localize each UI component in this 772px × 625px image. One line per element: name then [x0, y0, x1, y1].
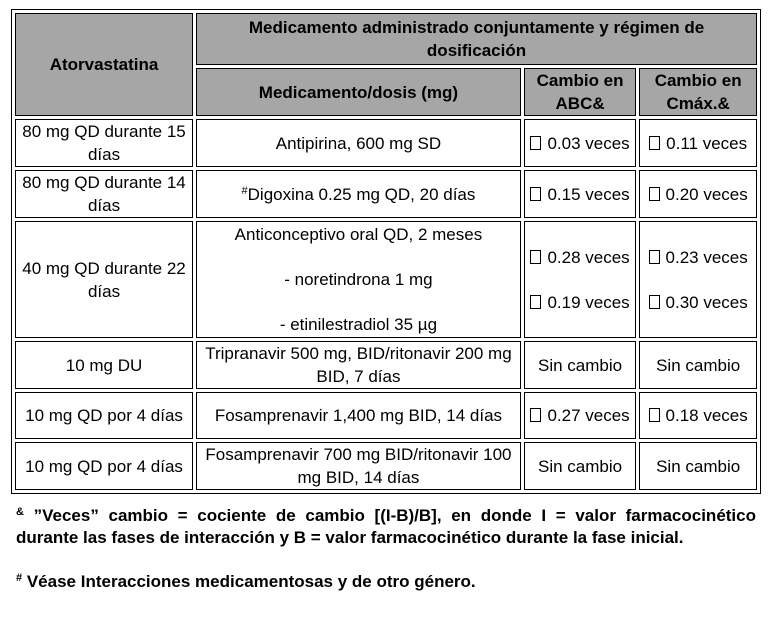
cell-coadministered-drug: Fosamprenavir 1,400 mg BID, 14 días	[196, 392, 521, 439]
box-symbol-icon	[530, 187, 541, 201]
box-symbol-icon	[530, 136, 541, 150]
box-symbol-icon	[649, 408, 660, 422]
header-change-abc: Cambio en ABC&	[524, 68, 636, 116]
footnotes	[16, 505, 756, 593]
table-row	[15, 442, 757, 490]
table-row	[15, 392, 757, 439]
cell-atorvastatin-dose: 80 mg QD durante 15 días	[15, 119, 193, 167]
table-row	[15, 221, 757, 338]
cell-abc-change: Sin cambio	[524, 341, 636, 389]
footnote-interactions: # Véase Interacciones medicamentosas y de otro género.	[16, 572, 476, 591]
box-symbol-icon	[530, 408, 541, 422]
cell-atorvastatin-dose: 80 mg QD durante 14 días	[15, 170, 193, 218]
box-symbol-icon	[649, 187, 660, 201]
table-row	[15, 119, 757, 167]
header-atorvastatina: Atorvastatina	[15, 13, 193, 116]
cell-coadministered-drug: Antipirina, 600 mg SD	[196, 119, 521, 167]
cell-cmax-change: 0.11 veces	[639, 119, 757, 167]
cell-atorvastatin-dose: 10 mg QD por 4 días	[15, 392, 193, 439]
cell-abc-change: 0.28 veces 0.19 veces	[524, 221, 636, 338]
cell-coadministered-drug: Fosamprenavir 700 mg BID/ritonavir 100 mg BID, 14 días	[196, 442, 521, 490]
cell-cmax-change: 0.20 veces	[639, 170, 757, 218]
interaction-table	[11, 9, 761, 494]
cell-cmax-change: 0.18 veces	[639, 392, 757, 439]
cell-abc-change: 0.27 veces	[524, 392, 636, 439]
cell-coadministered-drug: #Digoxina 0.25 mg QD, 20 días	[196, 170, 521, 218]
footnote-marker: #	[241, 184, 248, 197]
table-row	[15, 170, 757, 218]
cell-abc-change: 0.03 veces	[524, 119, 636, 167]
footnote-fold-change: & ”Veces” cambio = cociente de cambio [(I-B)/B], en donde I = valor farmacocinético durante las fases de interacción y B = valor farmacocinético durante la fase inicial.	[16, 506, 756, 547]
header-drug-dose: Medicamento/dosis (mg)	[196, 68, 521, 116]
box-symbol-icon	[649, 250, 660, 264]
box-symbol-icon	[649, 136, 660, 150]
cell-cmax-change: Sin cambio	[639, 442, 757, 490]
header-change-cmax: Cambio en Cmáx.&	[639, 68, 757, 116]
cell-coadministered-drug: Anticonceptivo oral QD, 2 meses - noretindrona 1 mg - etinilestradiol 35 µg	[196, 221, 521, 338]
cell-coadministered-drug: Tripranavir 500 mg, BID/ritonavir 200 mg BID, 7 días	[196, 341, 521, 389]
cell-atorvastatin-dose: 10 mg DU	[15, 341, 193, 389]
cell-cmax-change: Sin cambio	[639, 341, 757, 389]
cell-abc-change: 0.15 veces	[524, 170, 636, 218]
cell-atorvastatin-dose: 10 mg QD por 4 días	[15, 442, 193, 490]
box-symbol-icon	[649, 295, 660, 309]
cell-abc-change: Sin cambio	[524, 442, 636, 490]
box-symbol-icon	[530, 250, 541, 264]
cell-cmax-change: 0.23 veces 0.30 veces	[639, 221, 757, 338]
table-row	[15, 341, 757, 389]
box-symbol-icon	[530, 295, 541, 309]
header-coadministered-group: Medicamento administrado conjuntamente y régimen de dosificación	[196, 13, 757, 65]
cell-atorvastatin-dose: 40 mg QD durante 22 días	[15, 221, 193, 338]
header-row-1	[15, 13, 757, 65]
document	[11, 9, 761, 494]
